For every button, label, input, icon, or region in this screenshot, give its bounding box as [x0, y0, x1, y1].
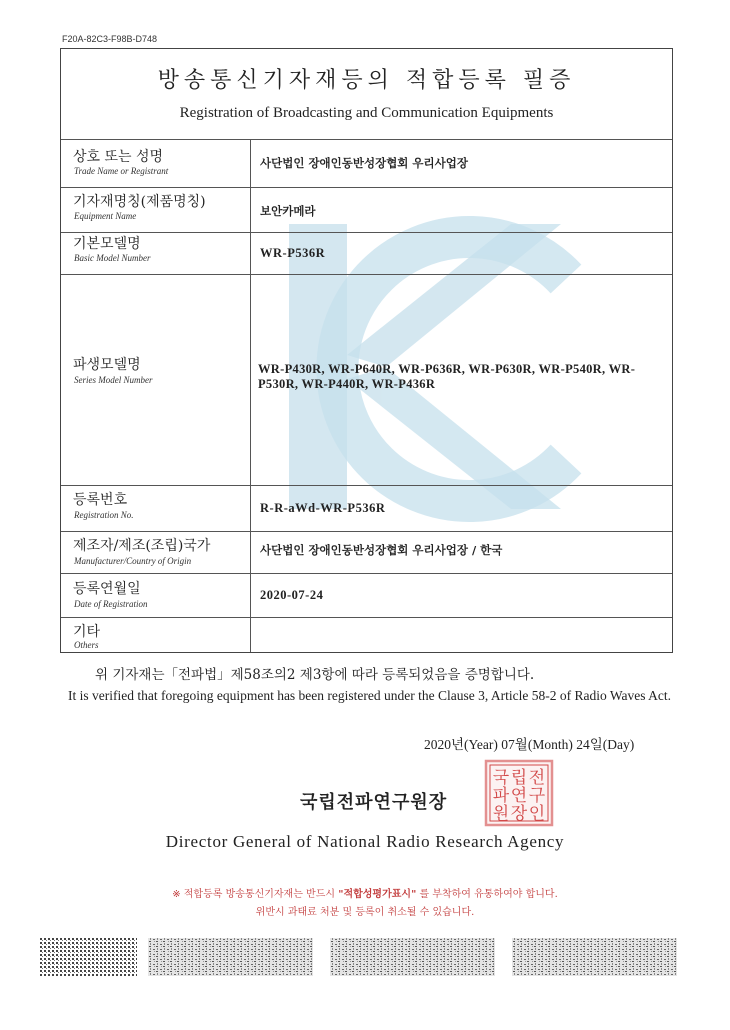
issue-date: 2020년(Year) 07월(Month) 24일(Day)	[424, 737, 635, 752]
field-label-english: Basic Model Number	[74, 253, 151, 263]
security-pattern-strip	[40, 938, 690, 976]
table-divider	[61, 573, 672, 574]
table-divider	[61, 274, 672, 275]
trade-name-value: 사단법인 장애인동반성장협회 우리사업장	[260, 156, 468, 170]
registration-date-value: 2020-07-24	[260, 588, 324, 602]
field-label-korean: 상호 또는 성명	[73, 149, 164, 165]
seal-glyph: 국	[492, 768, 510, 788]
seal-glyph: 장	[510, 804, 528, 824]
seal-glyph: 파	[492, 786, 510, 806]
table-divider	[61, 232, 672, 233]
field-label-korean: 제조자/제조(조립)국가	[73, 538, 211, 554]
certificate-frame	[60, 48, 673, 653]
statement-korean: 위 기자재는「전파법」제58조의2 제3항에 따라 등록되었음을 증명합니다.	[95, 667, 535, 683]
field-label-english: Equipment Name	[74, 211, 137, 221]
seal-glyph: 연	[510, 786, 528, 806]
field-label-korean: 등록연월일	[73, 581, 141, 597]
title-english: Registration of Broadcasting and Communication Equipments	[179, 105, 554, 121]
field-label-english: Others	[74, 640, 99, 650]
equipment-name-value: 보안카메라	[260, 204, 316, 218]
table-divider	[61, 139, 672, 140]
field-label-english: Manufacturer/Country of Origin	[74, 556, 192, 566]
seal-glyph: 립	[510, 768, 528, 788]
document-id: F20A-82C3-F98B-D748	[62, 34, 158, 44]
manufacturer-value: 사단법인 장애인동반성장협회 우리사업장 / 한국	[260, 543, 503, 557]
table-divider	[61, 617, 672, 618]
field-label-korean: 기자재명칭(제품명칭)	[73, 194, 206, 210]
seal-glyph: 전	[528, 768, 546, 788]
field-label-english: Registration No.	[74, 510, 134, 520]
column-divider	[250, 139, 251, 653]
table-divider	[61, 531, 672, 532]
field-label-english: Trade Name or Registrant	[74, 166, 169, 176]
field-label-korean: 기타	[73, 624, 101, 640]
table-divider	[61, 485, 672, 486]
seal-glyph: 원	[492, 804, 510, 824]
agency-name-english: Director General of National Radio Research Agency	[165, 832, 565, 851]
agency-name-korean: 국립전파연구원장	[300, 792, 448, 813]
title-korean: 방송통신기자재등의 적합등록 필증	[157, 68, 576, 93]
field-label-english: Date of Registration	[74, 599, 148, 609]
seal-glyph: 인	[528, 804, 546, 824]
field-label-korean: 파생모델명	[73, 357, 141, 373]
field-label-korean: 등록번호	[73, 492, 128, 508]
statement-english: It is verified that foregoing equipment has been registered under the Clause 3, Article 58-2 of Radio Waves Act.	[68, 688, 671, 703]
notice-suffix: 를 부착하여 유통하여야 합니다.	[419, 889, 558, 900]
notice-prefix: ※ 적합등록 방송통신기자재는 반드시	[172, 889, 336, 900]
basic-model-value: WR-P536R	[260, 246, 326, 260]
field-label-korean: 기본모델명	[73, 236, 141, 252]
notice-line-1	[0, 885, 730, 900]
seal-glyph: 구	[528, 786, 546, 806]
official-seal	[484, 759, 554, 827]
field-label-english: Series Model Number	[74, 375, 153, 385]
table-divider	[61, 187, 672, 188]
series-model-value: WR-P430R, WR-P640R, WR-P636R, WR-P630R, WR-P540R, WR-P530R, WR-P440R, WR-P436R	[258, 362, 636, 391]
registration-number-value: R-R-aWd-WR-P536R	[260, 501, 386, 515]
notice-emphasis: "적합성평가표시"	[338, 889, 417, 900]
notice-line-2: 위반시 과태료 처분 및 등록이 취소될 수 있습니다.	[255, 907, 475, 918]
